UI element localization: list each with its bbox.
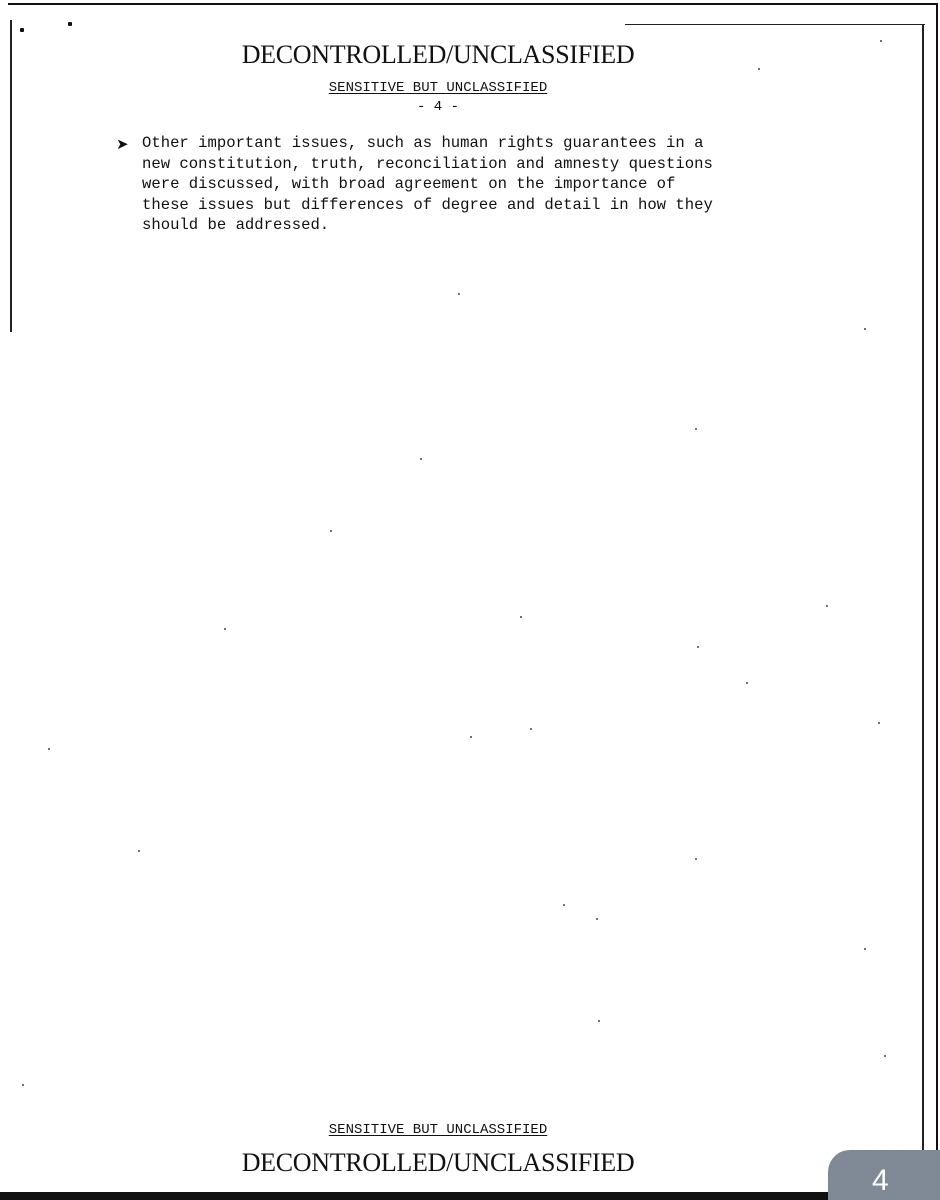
scan-speck bbox=[884, 1055, 886, 1057]
scan-speck bbox=[596, 918, 598, 920]
scan-speck bbox=[68, 22, 72, 26]
scan-border-right-outer bbox=[936, 3, 938, 1198]
scan-speck bbox=[697, 646, 699, 648]
scan-speck bbox=[695, 858, 697, 860]
scan-speck bbox=[864, 328, 866, 330]
scan-speck bbox=[880, 40, 882, 42]
scan-speck bbox=[420, 458, 422, 460]
scan-speck bbox=[48, 748, 50, 750]
page-marker: - 4 - bbox=[416, 99, 459, 115]
scan-speck bbox=[224, 628, 226, 630]
scan-speck bbox=[138, 850, 140, 852]
scan-speck bbox=[563, 904, 565, 906]
scan-border-top bbox=[8, 3, 938, 5]
scan-speck bbox=[520, 616, 522, 618]
scan-speck bbox=[864, 948, 866, 950]
sensitivity-header-text: SENSITIVE BUT UNCLASSIFIED bbox=[328, 80, 548, 96]
scan-speck bbox=[695, 428, 697, 430]
scan-speck bbox=[878, 722, 880, 724]
scan-speck bbox=[330, 530, 332, 532]
sensitivity-footer bbox=[0, 1122, 876, 1138]
arrow-bullet-icon: ➤ bbox=[116, 135, 129, 153]
scan-speck bbox=[22, 1084, 24, 1086]
sensitivity-footer-text: SENSITIVE BUT UNCLASSIFIED bbox=[328, 1122, 548, 1138]
scan-border-right bbox=[922, 24, 924, 1194]
scan-speck bbox=[530, 728, 532, 730]
classification-footer: DECONTROLLED/UNCLASSIFIED bbox=[241, 1148, 635, 1177]
classification-header: DECONTROLLED/UNCLASSIFIED bbox=[241, 40, 635, 69]
bullet-paragraph: Other important issues, such as human rights guarantees in a new constitution, truth, reconciliation and amnesty questions were discussed, with broad agreement on the importance of these issues but differences of degree and detail in how they should be addressed. bbox=[142, 134, 713, 234]
scan-speck bbox=[598, 1020, 600, 1022]
sensitivity-header bbox=[0, 80, 876, 96]
scan-speck bbox=[826, 605, 828, 607]
scan-speck bbox=[746, 682, 748, 684]
scan-border-top-right bbox=[625, 24, 925, 25]
scan-speck bbox=[458, 293, 460, 295]
scan-speck bbox=[470, 736, 472, 738]
page-number-badge[interactable]: 4 bbox=[828, 1150, 940, 1200]
scan-border-bottom bbox=[0, 1192, 940, 1200]
scan-speck bbox=[20, 28, 24, 32]
